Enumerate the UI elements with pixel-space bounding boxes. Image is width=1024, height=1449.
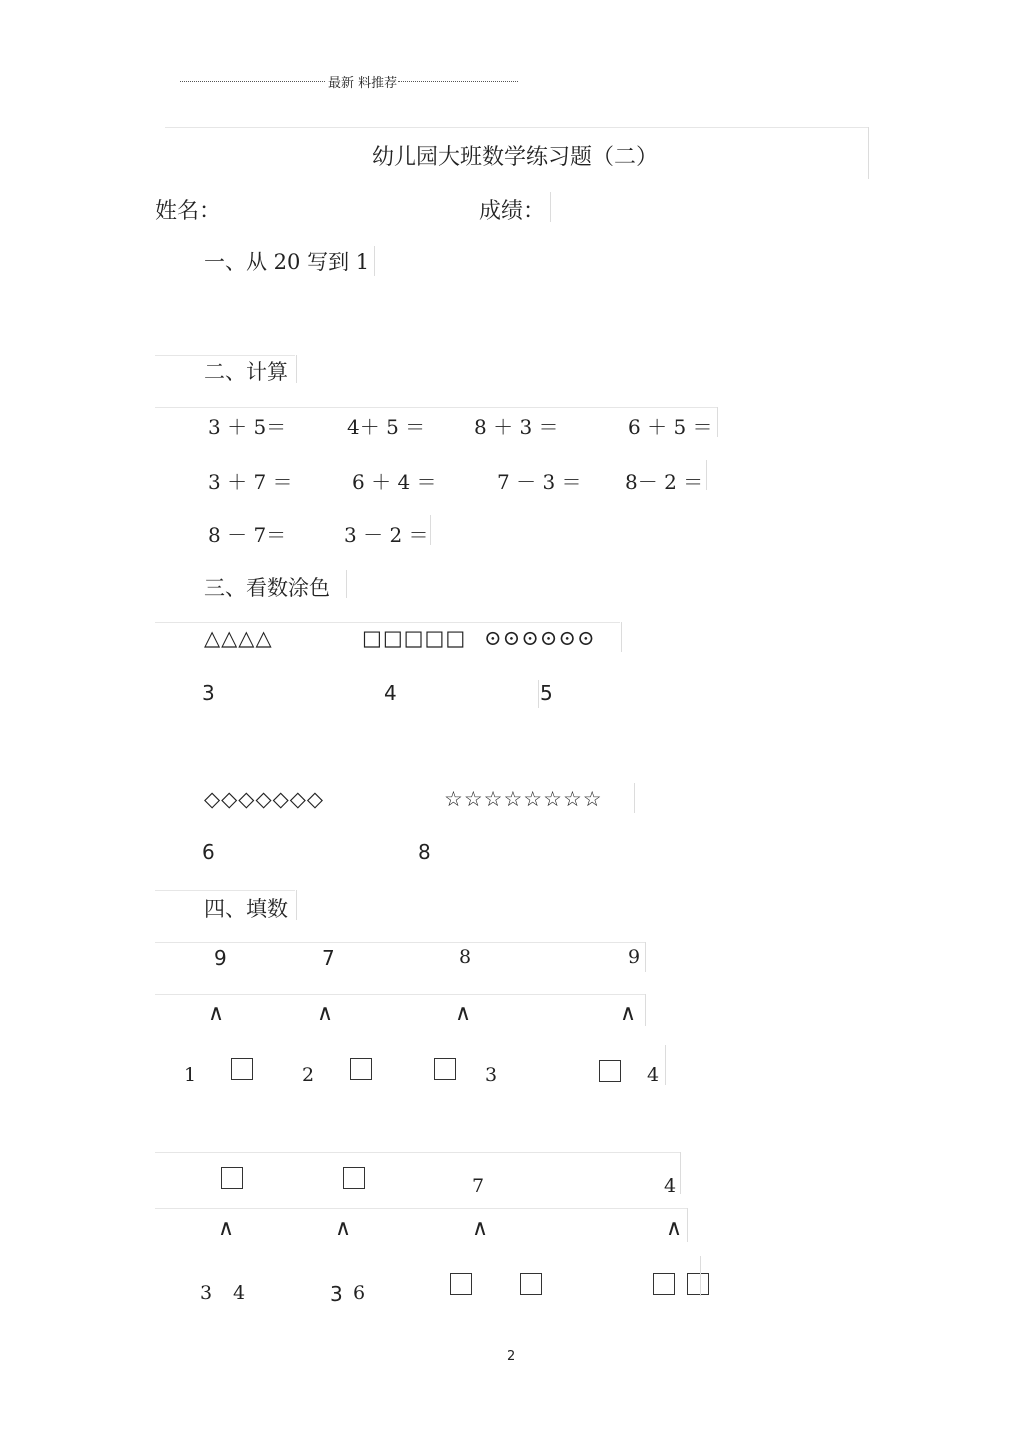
calc-3-1: 8 － 7＝ [208, 523, 287, 547]
scan-line [155, 407, 717, 408]
calc-2-4: 8－ 2 ＝ [625, 470, 704, 494]
scan-line [700, 1256, 701, 1296]
color-count-stars: 8 [418, 840, 431, 864]
scan-line [155, 994, 645, 995]
square-icons: □□□□□ [362, 626, 467, 650]
scan-line [550, 192, 551, 222]
answer-box[interactable] [653, 1273, 675, 1295]
scan-line [296, 890, 297, 920]
section-2-heading: 二、计算 [204, 360, 288, 384]
header-text: 最新 料推荐 [328, 76, 398, 91]
scan-line [680, 1152, 681, 1194]
fill-top-3: 8 [459, 946, 472, 968]
score-label: 成绩： [479, 199, 546, 224]
scan-line [868, 127, 869, 179]
answer-box[interactable] [687, 1273, 709, 1295]
scan-line [155, 622, 620, 623]
split-caret: ∧ [335, 1216, 352, 1241]
scan-line [621, 622, 622, 652]
calc-1-3: 8 ＋ 3 ＝ [474, 415, 559, 439]
color-count-squares: 4 [384, 681, 397, 705]
scan-line [645, 994, 646, 1026]
answer-box[interactable] [231, 1058, 253, 1080]
scan-line [296, 355, 297, 383]
answer-box[interactable] [599, 1060, 621, 1082]
page-number: 2 [507, 1349, 516, 1364]
answer-box[interactable] [520, 1273, 542, 1295]
answer-box[interactable] [434, 1058, 456, 1080]
worksheet-title: 幼儿园大班数学练习题（二） [372, 145, 659, 170]
fill-part-1: 1 [184, 1064, 197, 1086]
scan-line [665, 1045, 666, 1085]
calc-2-3: 7 － 3 ＝ [497, 470, 582, 494]
triangle-icons: △△△△ [204, 626, 273, 650]
section-3-heading: 三、看数涂色 [204, 576, 330, 600]
header-rule-right [398, 81, 518, 82]
split-caret: ∧ [666, 1216, 683, 1241]
fill-part-5: 3 [200, 1282, 213, 1304]
scan-line [706, 460, 707, 490]
calc-2-1: 3 ＋ 7 ＝ [208, 470, 293, 494]
calc-1-2: 4＋ 5 ＝ [347, 415, 426, 439]
scan-line [155, 942, 645, 943]
name-label: 姓名： [155, 199, 222, 224]
fill-part-3: 3 [485, 1064, 498, 1086]
split-caret: ∧ [317, 1001, 334, 1026]
calc-3-2: 3 － 2 ＝ [344, 523, 429, 547]
section-1-heading: 一、从 20 写到 1 [204, 250, 370, 274]
answer-box[interactable] [343, 1167, 365, 1189]
split-caret: ∧ [620, 1001, 637, 1026]
fill-part-4: 4 [647, 1064, 660, 1086]
split-caret: ∧ [208, 1001, 225, 1026]
calc-1-4: 6 ＋ 5 ＝ [628, 415, 713, 439]
scan-line [430, 515, 431, 545]
split-caret: ∧ [218, 1216, 235, 1241]
fill-top-4: 9 [628, 946, 641, 968]
fill-part-7: 3 [330, 1282, 343, 1306]
scan-line [155, 1208, 687, 1209]
scan-line [155, 1152, 680, 1153]
header-rule-left [180, 81, 325, 82]
calc-2-2: 6 ＋ 4 ＝ [352, 470, 437, 494]
split-caret: ∧ [472, 1216, 489, 1241]
fill-part-8: 6 [353, 1282, 366, 1304]
split-caret: ∧ [455, 1001, 472, 1026]
scan-line [717, 407, 718, 437]
scan-line [374, 246, 375, 276]
dot-circle-icons: ⊙⊙⊙⊙⊙⊙ [484, 626, 596, 650]
scan-line [155, 890, 295, 891]
scan-line [634, 783, 635, 813]
scan-line [687, 1208, 688, 1242]
answer-box[interactable] [221, 1167, 243, 1189]
scan-line [165, 127, 868, 128]
fill-top-6: 4 [664, 1175, 677, 1197]
color-count-triangles: 3 [202, 681, 215, 705]
calc-1-1: 3 ＋ 5＝ [208, 415, 287, 439]
scan-line [538, 680, 539, 708]
fill-top-1: 9 [214, 946, 227, 970]
fill-top-2: 7 [322, 946, 335, 970]
scan-line [346, 570, 347, 598]
answer-box[interactable] [450, 1273, 472, 1295]
color-count-circles: 5 [540, 681, 553, 705]
diamond-icons: ◇◇◇◇◇◇◇ [204, 787, 325, 811]
fill-top-5: 7 [472, 1175, 485, 1197]
section-4-heading: 四、填数 [204, 897, 288, 921]
fill-part-2: 2 [302, 1064, 315, 1086]
scan-line [645, 942, 646, 972]
star-icons: ☆☆☆☆☆☆☆☆ [444, 787, 603, 811]
answer-box[interactable] [350, 1058, 372, 1080]
color-count-diamonds: 6 [202, 840, 215, 864]
fill-part-6: 4 [233, 1282, 246, 1304]
